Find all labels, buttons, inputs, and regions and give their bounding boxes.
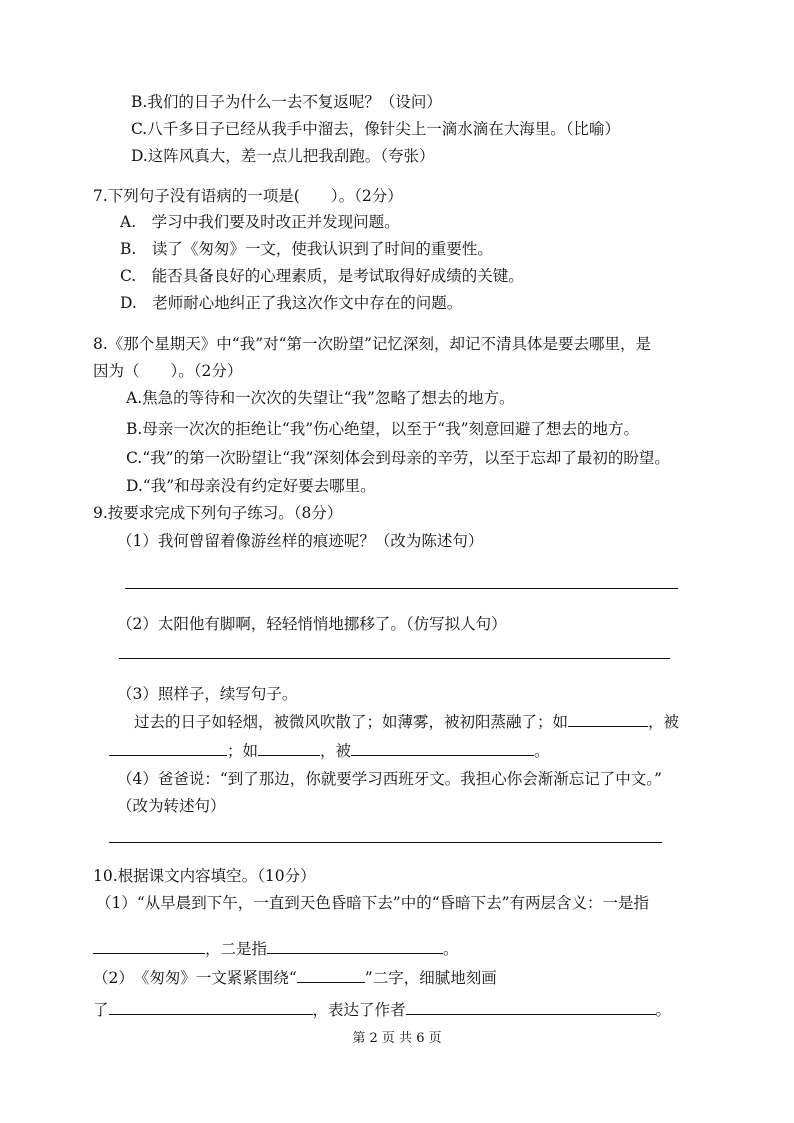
q9-stem: 9.按要求完成下列句子练习。（8分） bbox=[93, 504, 343, 522]
q9-sub4-line2: （改为转述句） bbox=[117, 797, 226, 815]
q8-option-a: A.焦急的等待和一次次的失望让“我”忽略了想去的地方。 bbox=[126, 389, 515, 407]
q9-sub3-title: （3）照样子，续写句子。 bbox=[117, 685, 298, 703]
q10-sub2-blank-2[interactable] bbox=[109, 1000, 313, 1015]
q10-stem: 10.根据课文内容填空。（10分） bbox=[93, 867, 316, 885]
q6-option-d: D.这阵风真大，差一点儿把我刮跑。（夸张） bbox=[131, 147, 435, 165]
q10-sub1-text-c: 。 bbox=[443, 940, 459, 958]
q9-sub3-text-c: ；如 bbox=[227, 742, 259, 760]
q9-sub2-answer-line[interactable] bbox=[119, 658, 670, 659]
q10-sub2-blank-3[interactable] bbox=[406, 1000, 656, 1015]
q9-sub1-answer-line[interactable] bbox=[125, 588, 678, 589]
q9-sub3-blank-4[interactable] bbox=[351, 741, 534, 756]
q9-sub3-line2 bbox=[109, 741, 550, 761]
q10-sub1-blank-1[interactable] bbox=[93, 939, 205, 954]
q8-option-c: C.“我”的第一次盼望让“我”深刻体会到母亲的辛劳，以至于忘却了最初的盼望。 bbox=[126, 449, 670, 467]
q6-option-b: B.我们的日子为什么一去不复返呢？（设问） bbox=[131, 93, 442, 111]
q9-sub3-text-a: 过去的日子如轻烟，被微风吹散了；如薄雾，被初阳蒸融了；如 bbox=[134, 713, 569, 731]
q8-option-d: D.“我”和母亲没有约定好要去哪里。 bbox=[126, 477, 376, 495]
q9-sub3-blank-3[interactable] bbox=[258, 741, 320, 756]
q10-sub2-line1 bbox=[93, 968, 497, 988]
q7-option-b: B. 读了《匆匆》一文，使我认识到了时间的重要性。 bbox=[120, 240, 493, 258]
q10-sub2-blank-1[interactable] bbox=[297, 968, 365, 983]
q10-sub2-text-a: （2） 《匆匆》一文紧紧围绕“ bbox=[93, 969, 297, 987]
q9-sub4-answer-line[interactable] bbox=[109, 842, 662, 843]
q7-option-a: A. 学习中我们要及时改正并发现问题。 bbox=[120, 213, 400, 231]
q9-sub3-text-d: ，被 bbox=[320, 742, 352, 760]
q8-stem-line2: 因为（ ）。（2分） bbox=[93, 362, 243, 380]
page-number-footer: 第 2 页 共 6 页 bbox=[352, 1031, 442, 1046]
q7-option-c: C. 能否具备良好的心理素质，是考试取得好成绩的关键。 bbox=[120, 267, 524, 285]
q9-sub3-blank-2[interactable] bbox=[109, 741, 227, 756]
q10-sub1: （1）“从早晨到下午，一直到天色昏暗下去”中的“昏暗下去”有两层含义：一是指 bbox=[96, 894, 650, 912]
q8-option-b: B.母亲一次次的拒绝让“我”伤心绝望，以至于“我”刻意回避了想去的地方。 bbox=[126, 420, 640, 438]
q10-sub2-text-d: ，表达了作者 bbox=[312, 1001, 406, 1019]
q10-sub2-line2 bbox=[93, 1000, 671, 1020]
q9-sub1: （1）我何曾留着像游丝样的痕迹呢？（改为陈述句） bbox=[117, 532, 484, 550]
q9-sub2: （2）太阳他有脚啊，轻轻悄悄地挪移了。（仿写拟人句） bbox=[117, 615, 507, 633]
q10-sub2-text-c: 了 bbox=[93, 1001, 109, 1019]
q10-sub2-text-b: ”二字，细腻地刻画 bbox=[364, 969, 497, 987]
q9-sub3-text-b: ，被 bbox=[648, 713, 680, 731]
q10-sub1-blank-2[interactable] bbox=[267, 939, 443, 954]
q10-sub1-line2 bbox=[93, 939, 459, 959]
q10-sub1-text-b: ，二是指 bbox=[205, 940, 268, 958]
q9-sub4-line1: （4）爸爸说：“到了那边，你就要学习西班牙文。我担心你会渐渐忘记了中文。” bbox=[117, 770, 662, 788]
q8-stem-line1: 8.《那个星期天》中“我”对“第一次盼望”记忆深刻，却记不清具体是要去哪里，是 bbox=[93, 335, 651, 353]
q9-sub3-text-e: 。 bbox=[534, 742, 550, 760]
q7-option-d: D. 老师耐心地纠正了我这次作文中存在的问题。 bbox=[120, 294, 463, 312]
q9-sub3-line1 bbox=[134, 712, 679, 732]
q7-stem: 7.下列句子没有语病的一项是( ）。（2分） bbox=[93, 187, 403, 205]
q10-sub2-text-e: 。 bbox=[655, 1001, 672, 1019]
q6-option-c: C.八千多日子已经从我手中溜去，像针尖上一滴水滴在大海里。（比喻） bbox=[131, 120, 620, 138]
q9-sub3-blank-1[interactable] bbox=[568, 712, 648, 727]
